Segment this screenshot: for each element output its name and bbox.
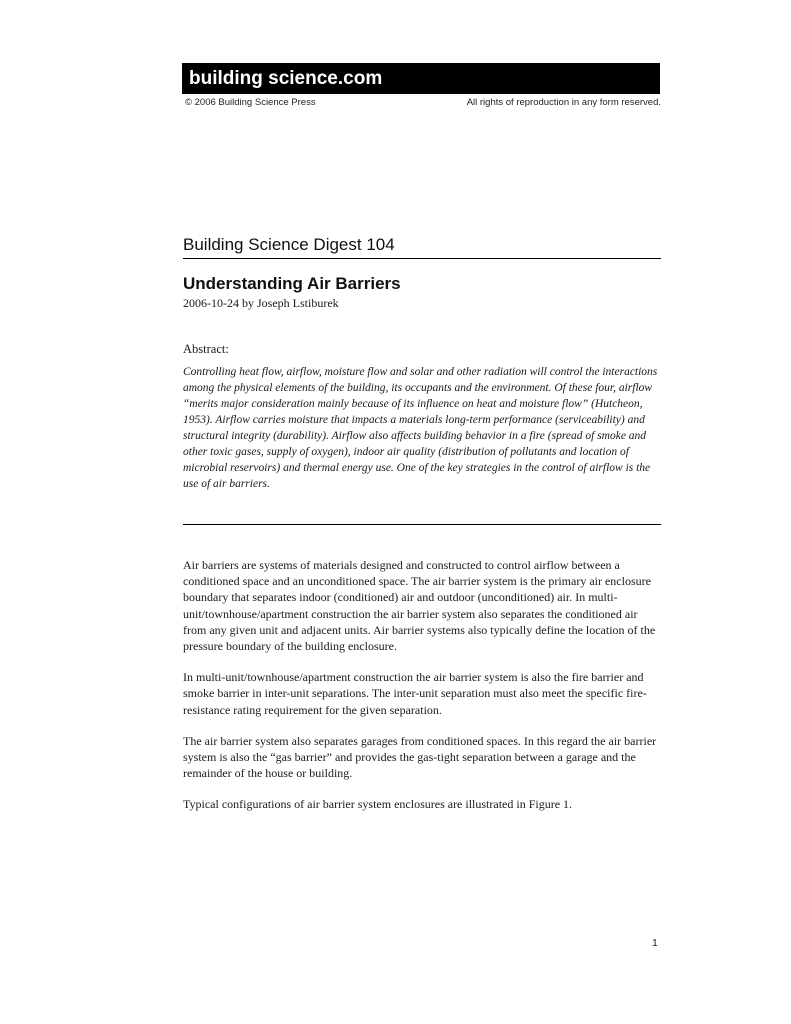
copyright-notice: © 2006 Building Science Press [185, 97, 316, 108]
brand-banner: building science.com [182, 63, 660, 94]
abstract-label: Abstract: [183, 342, 229, 356]
page-number: 1 [652, 937, 658, 949]
article-title: Understanding Air Barriers [183, 274, 401, 293]
press-info-row [185, 97, 661, 108]
body-paragraph: In multi-unit/townhouse/apartment construction the air barrier system is also the fire barrier and smoke barrier in inter-unit separations. The inter-unit separation must also meet the specific fire-resistance rating requirement for the given separation. [183, 670, 647, 717]
body-paragraph: Air barriers are systems of materials designed and constructed to control airflow between a conditioned space and an unconditioned space. The air barrier system is the primary air enclosure boundary that separates indoor (conditioned) air and outdoor (unconditioned) air. In multi-unit/townhouse/apartment construction the air barrier system also separates the conditioned air from any given unit and adjacent units. Air barrier systems also typically define the location of the pressure boundary of the building enclosure. [183, 558, 656, 654]
series-divider [183, 258, 661, 259]
article-body [183, 557, 661, 828]
abstract-text: Controlling heat flow, airflow, moisture flow and solar and other radiation will control the interactions among the physical elements of the building, its occupants and the environment. Of these four, airflow “merits major consideration mainly because of its influence on heat and moisture flow” (Hutcheon, 1953). Airflow carries moisture that impacts a materials long-term performance (serviceability) and structural integrity (durability). Airflow also affects building behavior in a fire (spread of smoke and other toxic gases, supply of oxygen), indoor air quality (distribution of pollutants and location of microbial reservoirs) and thermal energy use. One of the key strategies in the control of airflow is the use of air barriers. [183, 366, 658, 490]
series-title: Building Science Digest 104 [183, 235, 395, 254]
article-byline: 2006-10-24 by Joseph Lstiburek [183, 296, 339, 310]
abstract-divider [183, 524, 661, 525]
body-paragraph: Typical configurations of air barrier system enclosures are illustrated in Figure 1. [183, 797, 573, 812]
rights-notice: All rights of reproduction in any form reserved. [466, 97, 661, 108]
body-paragraph: The air barrier system also separates garages from conditioned spaces. In this regard the air barrier system is also the “gas barrier” and provides the gas-tight separation between a garage and the remainder of the house or building. [183, 733, 657, 781]
